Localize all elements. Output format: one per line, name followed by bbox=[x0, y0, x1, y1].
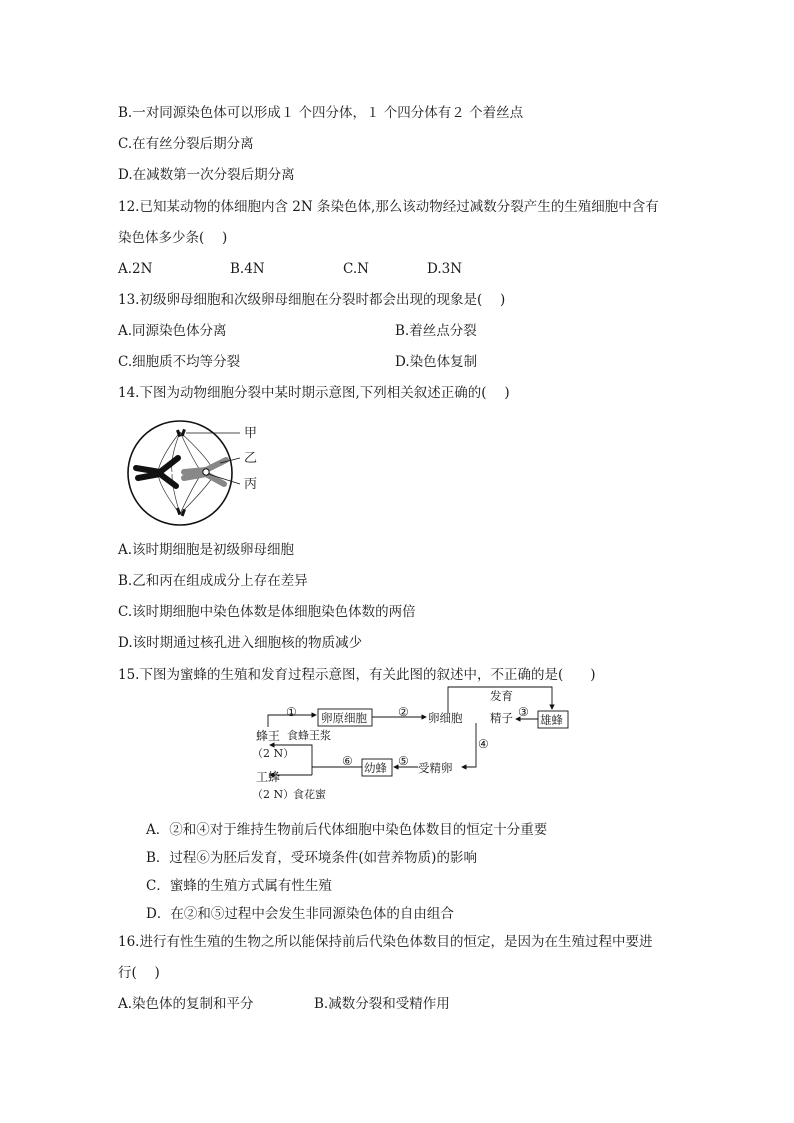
q12-option-d: D.3N bbox=[427, 261, 463, 277]
label-worker-ploidy: （2 N） bbox=[252, 788, 295, 801]
q11-option-b: B.一对同源染色体可以形成１ 个四分体，１ 个四分体有２ 个着丝点 bbox=[118, 105, 524, 121]
label-queen: 蜂王 bbox=[256, 729, 281, 743]
q13-option-a: A.同源染色体分离 bbox=[118, 323, 227, 339]
q11-option-d: D.在减数第一次分裂后期分离 bbox=[118, 167, 295, 183]
q14-option-a: A.该时期细胞是初级卵母细胞 bbox=[118, 542, 295, 558]
label-yi: 乙 bbox=[244, 451, 258, 466]
label-queen-ploidy: （2 N） bbox=[252, 747, 295, 760]
q14-option-d: D.该时期通过核孔进入细胞核的物质减少 bbox=[118, 635, 363, 651]
label-worker-food: 食花蜜 bbox=[293, 788, 326, 801]
q16-stem-line2: 行( ) bbox=[118, 965, 160, 981]
q15-stem: 15.下图为蜜蜂的生殖和发育过程示意图，有关此图的叙述中，不正确的是( ) bbox=[118, 667, 596, 683]
step-1: ① bbox=[286, 705, 297, 719]
step-2: ② bbox=[398, 705, 409, 719]
q12-option-b: B.4N bbox=[230, 261, 265, 277]
q16-option-a: A.染色体的复制和平分 bbox=[118, 996, 254, 1012]
step-4: ④ bbox=[478, 737, 489, 751]
q15-option-a: A．②和④对于维持生物前后代体细胞中染色体数目的恒定十分重要 bbox=[146, 822, 548, 838]
cell-membrane bbox=[128, 421, 232, 525]
q14-option-b: B.乙和丙在组成成分上存在差异 bbox=[118, 573, 308, 589]
q16-option-b: B.减数分裂和受精作用 bbox=[314, 996, 450, 1012]
q13-option-c: C.细胞质不均等分裂 bbox=[118, 354, 241, 370]
q16-stem-line1: 16.进行有性生殖的生物之所以能保持前后代染色体数目的恒定，是因为在生殖过程中要进 bbox=[118, 934, 653, 950]
label-egg: 卵细胞 bbox=[428, 711, 463, 725]
label-sperm: 精子 bbox=[490, 711, 513, 725]
step-6: ⑥ bbox=[342, 754, 353, 768]
q12-stem-line1: 12.已知某动物的体细胞内含 2N 条染色体,那么该动物经过减数分裂产生的生殖细胞中含有 bbox=[118, 199, 659, 215]
q13-option-d: D.染色体复制 bbox=[395, 354, 478, 370]
label-queen-food: 食蜂王浆 bbox=[287, 729, 331, 742]
q13-stem: 13.初级卵母细胞和次级卵母细胞在分裂时都会出现的现象是( ) bbox=[118, 292, 506, 308]
label-worker: 工蜂 bbox=[256, 770, 281, 784]
label-zygote: 受精卵 bbox=[418, 761, 453, 775]
q13-option-b: B.着丝点分裂 bbox=[395, 323, 477, 339]
label-develop: 发育 bbox=[490, 689, 513, 703]
q15-option-d: D．在②和⑤过程中会发生非同源染色体的自由组合 bbox=[146, 906, 454, 922]
label-bing: 丙 bbox=[244, 477, 258, 492]
q12-option-a: A.2N bbox=[118, 261, 153, 277]
label-larva: 幼蜂 bbox=[364, 761, 387, 775]
step-5: ⑤ bbox=[398, 754, 409, 768]
step-3: ③ bbox=[518, 705, 529, 719]
q12-option-c: C.N bbox=[343, 261, 369, 277]
label-oocyte: 卵原细胞 bbox=[321, 711, 367, 725]
q15-option-c: C．蜜蜂的生殖方式属有性生殖 bbox=[146, 878, 332, 894]
label-jia: 甲 bbox=[244, 426, 258, 441]
q11-option-c: C.在有丝分裂后期分离 bbox=[118, 136, 254, 152]
q12-stem-line2: 染色体多少条( ) bbox=[118, 230, 228, 246]
q14-stem: 14.下图为动物细胞分裂中某时期示意图,下列相关叙述正确的( ) bbox=[118, 385, 510, 401]
label-drone: 雄蜂 bbox=[540, 713, 563, 727]
q15-option-b: B．过程⑥为胚后发育，受环境条件(如营养物质)的影响 bbox=[146, 850, 477, 866]
q14-option-c: C.该时期细胞中染色体数是体细胞染色体数的两倍 bbox=[118, 604, 416, 620]
